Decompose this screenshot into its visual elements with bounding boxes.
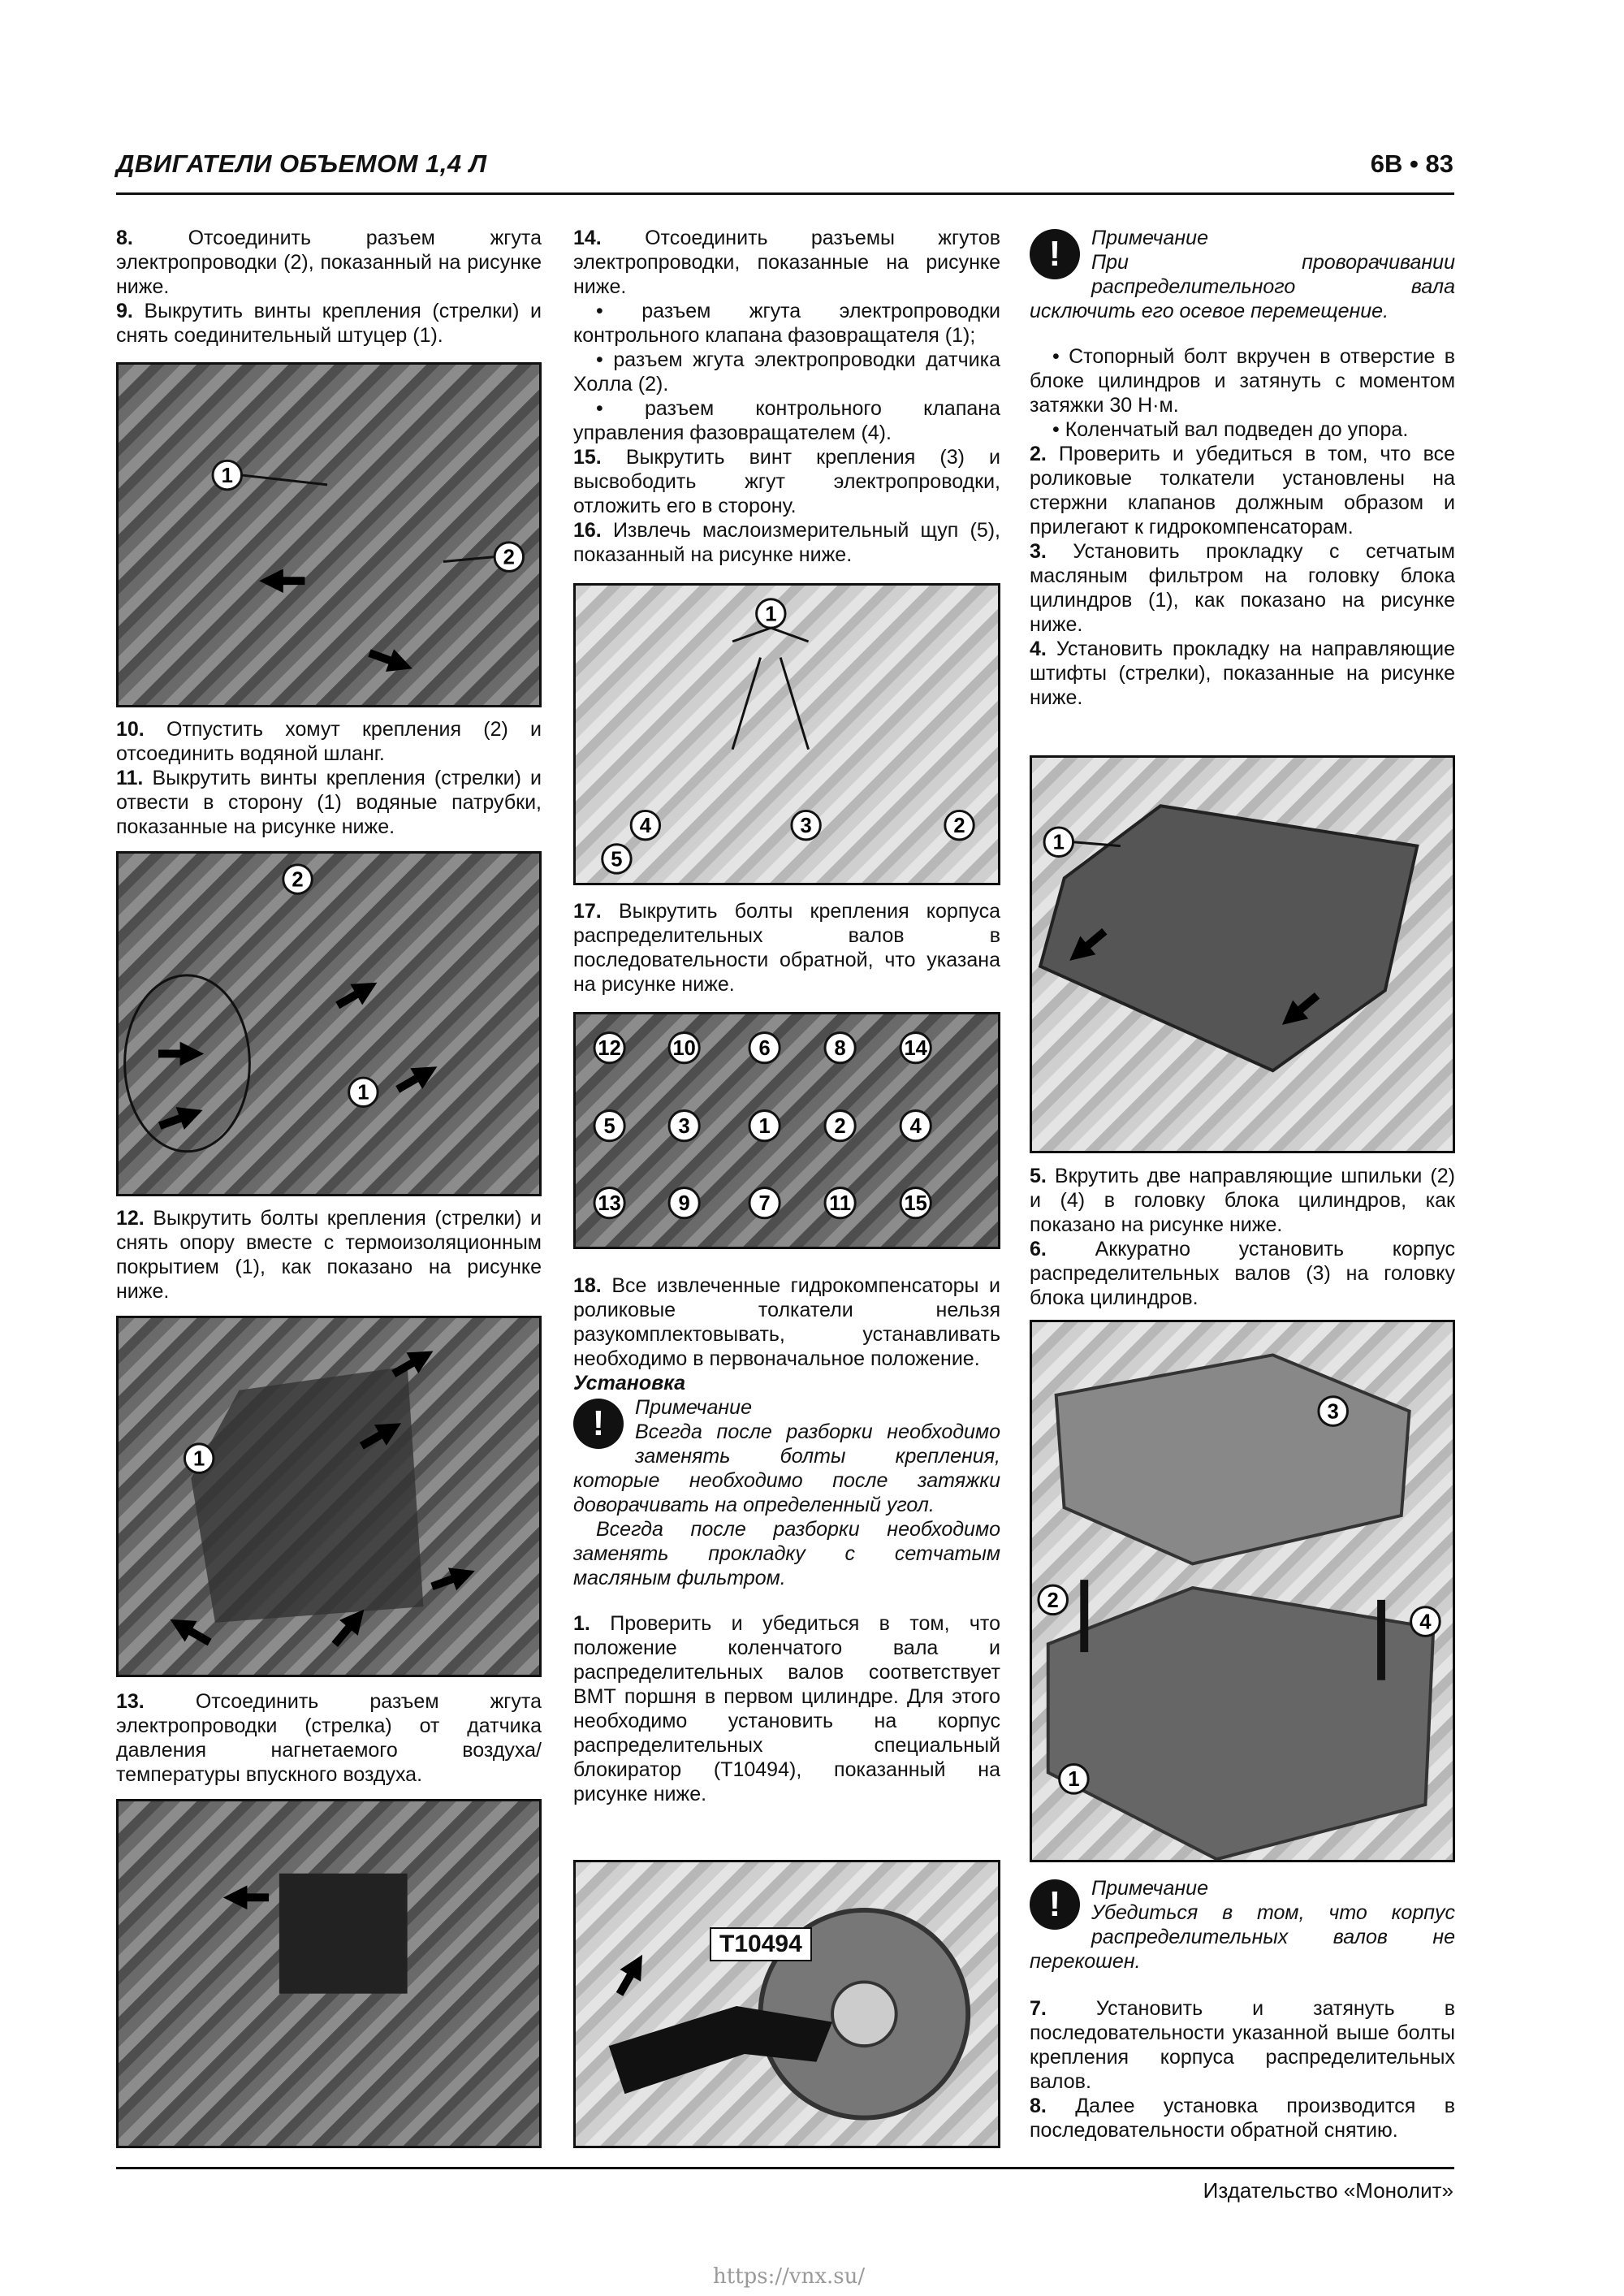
bolt-number-label: 5 [603,1114,615,1138]
figure-pressure-sensor [116,1799,542,2148]
column-3-bottom [1030,1876,1455,2143]
bolt-number-label: 9 [678,1191,690,1215]
warning-icon: ! [573,1399,624,1449]
note-box [573,1395,1000,1590]
note-text: Всегда после разборки необходимо заменять болты крепления, которые необходимо после затяжки доворачивать на определенный угол. [573,1420,1000,1516]
callout-label: 3 [1327,1400,1339,1424]
column-1-mid [116,717,542,839]
install-step-5: 5. Вкрутить две направляющие шпильки (2) и (4) в головку блока цилиндров, как показано на рисунке ниже. [1030,1165,1455,1236]
arrow-icon [158,1042,204,1066]
callout-label: 2 [1047,1589,1059,1612]
arrow-icon [223,1886,269,1910]
note-text: Всегда после разборки необходимо заменять прокладку с сетчатым масляным фильтром. [573,1518,1000,1589]
sensor-plug-shape [279,1874,408,1994]
callout-label: 2 [503,546,515,569]
note-text: При проворачивании распределительного вала исключить его осевое перемещение. [1030,251,1455,322]
callout-label: 1 [193,1447,205,1471]
step-14: 14. Отсоединить разъемы жгутов электропроводки, показанные на рисунке ниже. [573,227,1000,298]
arrow-icon [391,1056,443,1100]
note-title: Примечание [635,1396,752,1419]
figure-camshaft-housing-install [1030,1320,1455,1862]
callout-label: 1 [221,464,233,487]
step-12: 12. Выкрутить болты крепления (стрелки) и снять опору вместе с термоизоляционным покрытием (1), как показано на рисунке ниже. [116,1207,542,1303]
step-18: 18. Все извлеченные гидрокомпенсаторы и роликовые толкатели нельзя разукомплектовывать, устанавливать необходимо в первоначальное положение. [573,1274,1000,1370]
bolt-number-label: 8 [834,1036,846,1060]
bolt-number-label: 6 [758,1036,771,1060]
arrow-icon [609,1948,653,2000]
column-1-step13 [116,1689,542,1787]
figure-1-callouts [119,365,539,705]
note-title: Примечание [1091,1877,1208,1900]
figure-8-shapes [1032,758,1453,1151]
arrow-icon [428,1559,479,1598]
column-1-step12 [116,1206,542,1304]
arrow-icon [164,1609,215,1653]
install-step-4: 4. Установить прокладку на направляющие штифты (стрелки), показанные на рисунке ниже. [1030,638,1455,709]
step-17: 17. Выкрутить болты крепления корпуса распределительных валов в последовательности обратной, что указана на рисунке ниже. [573,900,1000,996]
figure-2-callouts [119,854,539,1194]
callout-label: 4 [639,815,651,838]
bolt-number-label: 12 [598,1036,621,1060]
callout-label: 2 [953,815,965,838]
bolt-number-label: 10 [672,1036,696,1060]
page-number: 6B • 83 [1370,149,1453,178]
step-11: 11. Выкрутить винты крепления (стрелки) и отвести в сторону (1) водяные патрубки, показанные на рисунке ниже. [116,767,542,838]
figure-wiring-connectors [573,583,1000,885]
heat-shield-shape [191,1366,423,1623]
column-1-top [116,226,542,348]
column-2-step17 [573,899,1000,997]
bullet-item: • разъем жгута электропроводки контрольного клапана фазовращателя (1); [573,300,1000,347]
arrow-icon [156,1099,207,1137]
figure-head-gasket [1030,755,1455,1153]
callout-label: 1 [1052,831,1065,854]
bolt-number-label: 1 [758,1114,771,1138]
warning-icon: ! [1030,1879,1080,1930]
figure-bolt-sequence [573,1012,1000,1249]
column-2-top [573,226,1000,567]
install-step-1: 1. Проверить и убедиться в том, что положение коленчатого вала и распределительных валов соответствует ВМТ поршня в первом цилиндре. Для этого необходимо установить на корпус распределительных специальный блокиратор (T10494), показанный на рисунке ниже. [573,1612,1000,1805]
figure-5-callouts [576,586,998,883]
step-15: 15. Выкрутить винт крепления (3) и высвободить жгут электропроводки, отложить его в сторону. [573,446,1000,517]
arrow-icon [331,972,382,1016]
running-header-title: ДВИГАТЕЛИ ОБЪЕМОМ 1,4 Л [116,149,487,178]
install-step-2: 2. Проверить и убедиться в том, что все роликовые толкатели установлены на стержни клапанов должным образом и прилегают к гидрокомпенсаторам. [1030,443,1455,538]
callout-label: 5 [611,848,623,871]
note-text: Убедиться в том, что корпус распределительных валов не перекошен. [1030,1901,1455,1973]
warning-icon: ! [1030,229,1080,279]
callout-label: 1 [765,603,777,626]
callout-label: 4 [1419,1611,1432,1634]
arrow-icon [259,569,304,593]
tool-label: T10494 [710,1927,812,1961]
column-3-mid [1030,1164,1455,1310]
header-rule [116,192,1454,195]
bolt-number-label: 3 [678,1114,690,1138]
bullet-item: • разъем жгута электропроводки датчика Холла (2). [573,348,1000,396]
step-9: 9. Выкрутить винты крепления (стрелки) и снять соединительный штуцер (1). [116,300,542,347]
bolt-number-label: 7 [758,1191,771,1215]
bolt-number-label: 11 [829,1191,852,1215]
source-url: https://vnx.su/ [713,2264,866,2289]
callout-label: 1 [357,1081,369,1105]
footer-rule [116,2167,1454,2169]
guide-stud-shape [1377,1600,1385,1680]
figure-3-callouts [119,1318,539,1675]
bolt-number-label: 2 [834,1114,846,1138]
figure-connector-fitting [116,362,542,707]
install-step-6: 6. Аккуратно установить корпус распределительных валов (3) на головку блока цилиндров. [1030,1238,1455,1309]
bolt-sequence-labels [594,1033,931,1218]
bolt-number-label: 13 [598,1191,621,1215]
figure-6-callouts [576,1014,998,1247]
publisher-name: Издательство «Монолит» [1203,2178,1453,2203]
figure-7-shapes [576,1862,998,2146]
note-box [1030,226,1455,323]
install-step-7: 7. Установить и затянуть в последовательности указанной выше болты крепления корпуса распределительных валов. [1030,1997,1455,2093]
figure-9-shapes [1032,1322,1453,1860]
step-10: 10. Отпустить хомут крепления (2) и отсоединить водяной шланг. [116,718,542,765]
note-title: Примечание [1091,227,1208,249]
note-box [1030,1876,1455,1974]
figure-support-bracket [116,1316,542,1677]
arrow-icon [365,642,417,680]
figure-water-pipes [116,851,542,1196]
bullet-item: • Коленчатый вал подведен до упора. [1052,418,1409,441]
bolt-number-label: 4 [909,1114,922,1138]
callout-label: 2 [292,868,304,892]
camshaft-housing-shape [1056,1355,1410,1563]
callout-label: 1 [1068,1768,1080,1792]
section-title-installation: Установка [573,1372,686,1394]
column-2-mid [573,1273,1000,1806]
install-step-3: 3. Установить прокладку с сетчатым масляным фильтром на головку блока цилиндров (1), как показано на рисунке ниже. [1030,540,1455,636]
install-step-8: 8. Далее установка производится в последовательности обратной снятию. [1030,2095,1455,2142]
figure-4-callouts [119,1801,539,2146]
bolt-number-label: 15 [904,1191,927,1215]
guide-stud-shape [1080,1580,1088,1652]
figure-camshaft-locker [573,1860,1000,2148]
step-13: 13. Отсоединить разъем жгута электропроводки (стрелка) от датчика давления нагнетаемого воздуха/ температуры впускного воздуха. [116,1690,542,1786]
cylinder-head-shape [1048,1588,1434,1859]
step-8: 8. Отсоединить разъем жгута электропроводки (2), показанный на рисунке ниже. [116,227,542,298]
step-16: 16. Извлечь маслоизмерительный щуп (5), показанный на рисунке ниже. [573,519,1001,566]
bullet-item: • Стопорный болт вкручен в отверстие в блоке цилиндров и затянуть с моментом затяжки 30 Н·м. [1030,345,1455,417]
bullet-item: • разъем контрольного клапана управления фазовращателем (4). [573,397,1000,444]
column-3-top [1030,226,1455,710]
callout-label: 3 [800,815,812,838]
bolt-number-label: 14 [904,1036,927,1060]
